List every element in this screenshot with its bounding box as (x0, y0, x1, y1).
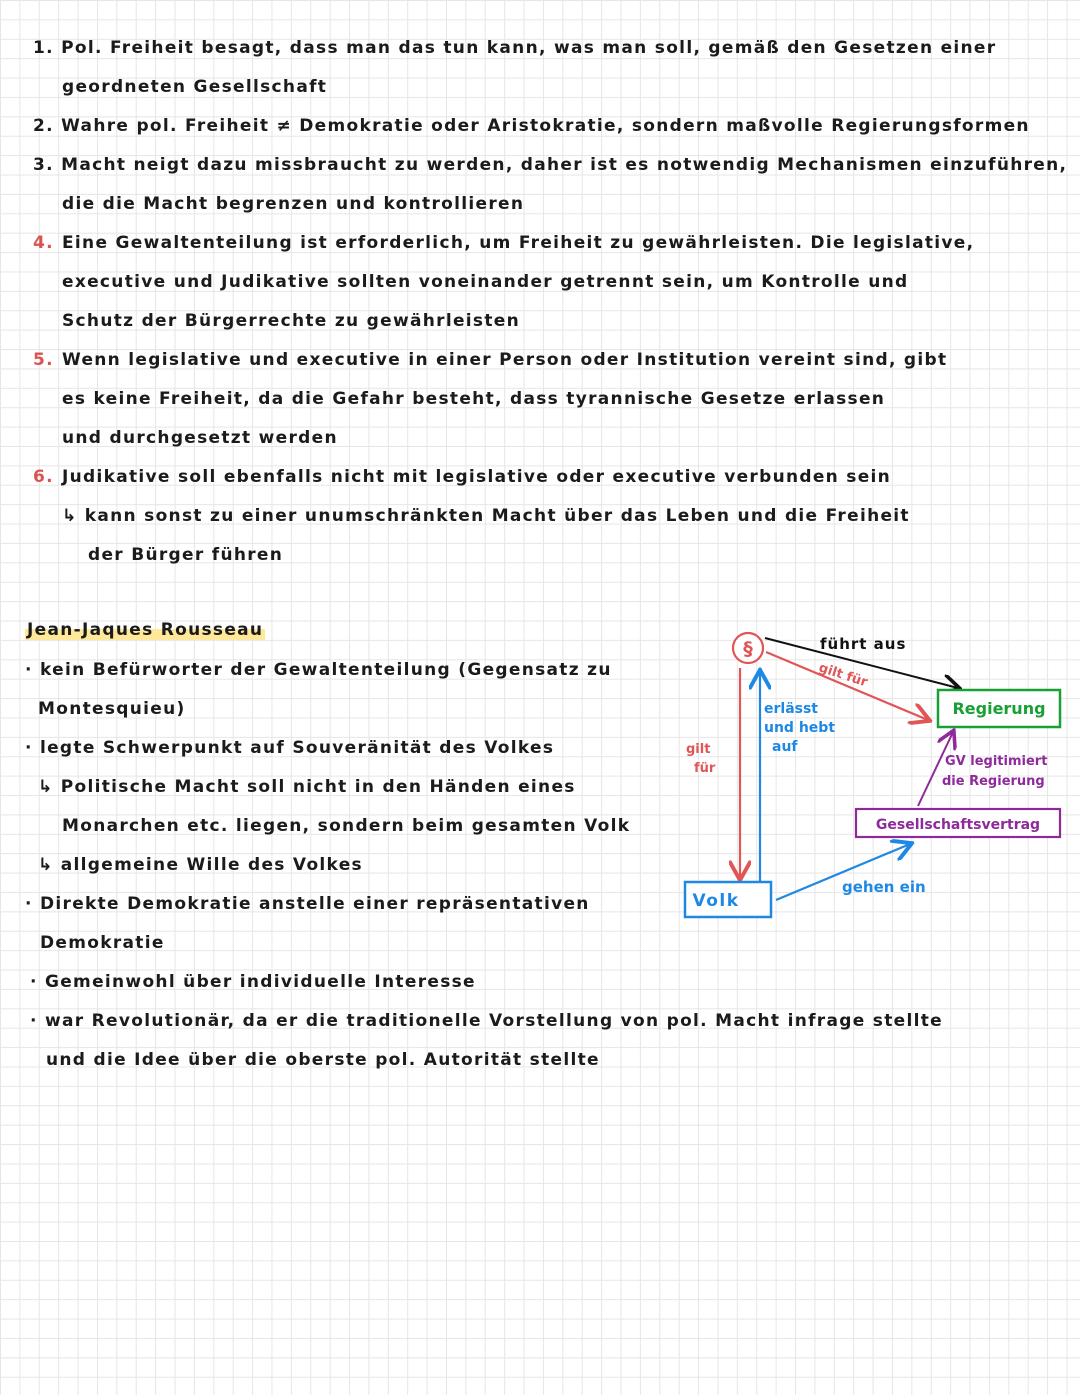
note-4-number: 4. (33, 233, 54, 253)
note-2-line-1: 2. Wahre pol. Freiheit ≠ Demokratie oder Aristokratie, sondern maßvolle Regierungsformen (33, 116, 1030, 136)
note-5-line-2: es keine Freiheit, da die Gefahr besteht, dass tyrannische Gesetze erlassen (62, 389, 886, 409)
rousseau-bullet-4-line-1: · Gemeinwohl über individuelle Interesse (30, 972, 476, 992)
note-6-line-1: Judikative soll ebenfalls nicht mit legislative oder executive verbunden sein (62, 467, 892, 487)
note-5-line-3: und durchgesetzt werden (62, 428, 338, 448)
note-1-line-1: 1. Pol. Freiheit besagt, dass man das tun kann, was man soll, gemäß den Gesetzen einer (33, 38, 997, 58)
label-gilt-left-2: für (694, 761, 716, 776)
label-erlaesst-2: und hebt (764, 720, 836, 736)
label-regierung: Regierung (952, 699, 1046, 718)
label-gilt-left-1: gilt (686, 742, 711, 757)
note-6-number: 6. (33, 467, 54, 487)
rousseau-bullet-3-line-1: · Direkte Demokratie anstelle einer repräsentativen (25, 894, 590, 914)
label-gehen-ein: gehen ein (842, 878, 926, 896)
rousseau-bullet-3-line-2: Demokratie (40, 933, 165, 953)
note-4-line-1: Eine Gewaltenteilung ist erforderlich, um Freiheit zu gewährleisten. Die legislative, (62, 233, 975, 253)
note-4-line-2: executive und Judikative sollten voneinander getrennt sein, um Kontrolle und (62, 272, 909, 292)
note-3-line-1: 3. Macht neigt dazu missbraucht zu werden, daher ist es notwendig Mechanismen einzuführen, (33, 155, 1068, 175)
rousseau-bullet-2-line-3: Monarchen etc. liegen, sondern beim gesamten Volk (62, 816, 631, 836)
rousseau-bullet-2-line-2: ↳ Politische Macht soll nicht in den Händen eines (38, 777, 576, 797)
label-fuehrt-aus: führt aus (820, 635, 907, 653)
rousseau-bullet-5-line-2: und die Idee über die oberste pol. Autorität stellte (46, 1050, 600, 1070)
rousseau-bullet-1-line-1: · kein Befürworter der Gewaltenteilung (Gegensatz zu (25, 660, 612, 680)
note-3-line-2: die die Macht begrenzen und kontrollieren (62, 194, 525, 214)
note-5-line-1: Wenn legislative und executive in einer Person oder Institution vereint sind, gibt (62, 350, 948, 370)
rousseau-bullet-2-line-1: · legte Schwerpunkt auf Souveränität des Volkes (25, 738, 555, 758)
note-6-line-2: ↳ kann sonst zu einer unumschränkten Macht über das Leben und die Freiheit (62, 506, 910, 526)
rousseau-diagram (670, 620, 1070, 930)
label-legitimiert-1: GV legitimiert (945, 754, 1048, 769)
label-legitimiert-2: die Regierung (942, 774, 1045, 789)
rousseau-bullet-5-line-1: · war Revolutionär, da er die traditionelle Vorstellung von pol. Macht infrage stellte (30, 1011, 943, 1031)
label-gilt-fuer-top: gilt für (816, 660, 870, 691)
label-volk: Volk (692, 891, 740, 911)
label-gesellschaftsvertrag: Gesellschaftsvertrag (875, 817, 1041, 833)
rousseau-bullet-2-line-4: ↳ allgemeine Wille des Volkes (38, 855, 363, 875)
label-erlaesst-3: auf (772, 739, 798, 755)
rousseau-bullet-1-line-2: Montesquieu) (38, 699, 186, 719)
note-1-line-2: geordneten Gesellschaft (62, 77, 328, 97)
arrow-legitimiert (918, 732, 953, 806)
note-4-line-3: Schutz der Bürgerrechte zu gewährleisten (62, 311, 520, 331)
note-6-line-3: der Bürger führen (88, 545, 284, 565)
law-symbol: § (743, 638, 753, 660)
rousseau-title: Jean-Jaques Rousseau (27, 620, 264, 640)
note-5-number: 5. (33, 350, 54, 370)
label-erlaesst-1: erlässt (764, 701, 819, 717)
